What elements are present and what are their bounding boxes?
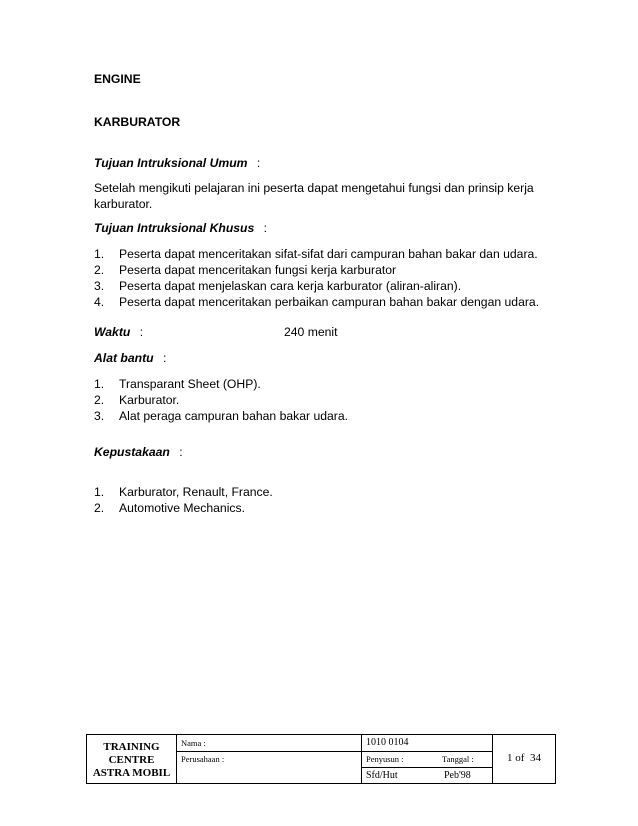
- list-number: 2.: [94, 501, 105, 515]
- footer-table: [86, 734, 556, 784]
- kepustakaan-list: [94, 484, 273, 516]
- penyusun-value: Sfd/Hut: [366, 770, 398, 781]
- list-item: [94, 294, 539, 310]
- list-text: Karburator, Renault, France.: [119, 485, 273, 499]
- list-text: Transparant Sheet (OHP).: [119, 377, 261, 391]
- list-item: [94, 408, 348, 424]
- list-text: Peserta dapat menceritakan sifat-sifat dari campuran bahan bakar dan udara.: [119, 247, 538, 261]
- tik-heading: [94, 220, 267, 236]
- list-number: 1.: [94, 377, 105, 391]
- perusahaan-label: Perusahaan :: [181, 754, 225, 764]
- alat-bantu-list: [94, 376, 348, 424]
- kepustakaan-heading: [94, 444, 183, 460]
- list-number: 3.: [94, 279, 105, 293]
- list-number: 4.: [94, 295, 105, 309]
- tiu-label: Tujuan Intruksional Umum: [94, 156, 248, 170]
- tanggal-label: Tanggal :: [442, 754, 474, 764]
- footer-divider: [361, 767, 492, 768]
- waktu-value: 240 menit: [284, 325, 338, 339]
- list-item: [94, 376, 348, 392]
- org-line1: TRAINING: [103, 741, 160, 753]
- list-item: [94, 484, 273, 500]
- kepustakaan-label: Kepustakaan: [94, 445, 170, 459]
- list-item: [94, 500, 273, 516]
- list-item: [94, 278, 539, 294]
- tiu-text-line2: karburator.: [94, 197, 153, 211]
- penyusun-label: Penyusun :: [366, 754, 404, 764]
- tiu-colon: :: [256, 156, 261, 170]
- list-number: 1.: [94, 247, 105, 261]
- alat-bantu-label: Alat bantu: [94, 351, 154, 365]
- list-text: Automotive Mechanics.: [119, 501, 245, 515]
- list-item: [94, 262, 539, 278]
- page-number: 1 of 34: [507, 752, 541, 764]
- nama-label: Nama :: [181, 738, 206, 748]
- org-line3: ASTRA MOBIL: [92, 767, 171, 779]
- list-number: 2.: [94, 263, 105, 277]
- footer-divider: [176, 751, 492, 752]
- org-block: [87, 741, 176, 780]
- list-item: [94, 392, 348, 408]
- waktu-label: Waktu: [94, 325, 131, 339]
- footer-divider: [361, 735, 362, 783]
- footer-divider: [176, 735, 177, 783]
- org-line2: CENTRE: [108, 754, 155, 766]
- alat-bantu-heading: [94, 350, 166, 366]
- tik-colon: :: [263, 221, 268, 235]
- list-number: 1.: [94, 485, 105, 499]
- list-text: Peserta dapat menceritakan fungsi kerja karburator: [119, 263, 397, 277]
- doc-code: 1010 0104: [366, 737, 409, 748]
- kepustakaan-colon: :: [179, 445, 183, 459]
- heading-engine: ENGINE: [94, 72, 141, 86]
- alat-bantu-colon: :: [162, 351, 167, 365]
- heading-karburator: KARBURATOR: [94, 115, 181, 129]
- list-text: Peserta dapat menceritakan perbaikan campuran bahan bakar dengan udara.: [119, 295, 540, 309]
- tiu-heading: [94, 155, 260, 171]
- list-text: Peserta dapat menjelaskan cara kerja karburator (aliran-aliran).: [119, 279, 462, 293]
- list-text: Alat peraga campuran bahan bakar udara.: [119, 409, 349, 423]
- list-item: [94, 246, 539, 262]
- list-number: 3.: [94, 409, 105, 423]
- list-text: Karburator.: [119, 393, 180, 407]
- tanggal-value: Peb'98: [444, 770, 471, 781]
- list-number: 2.: [94, 393, 105, 407]
- tik-label: Tujuan Intruksional Khusus: [94, 221, 255, 235]
- waktu-colon: :: [139, 325, 144, 339]
- tik-list: [94, 246, 539, 310]
- tiu-text-line1: Setelah mengikuti pelajaran ini peserta dapat mengetahui fungsi dan prinsip kerja: [94, 181, 534, 195]
- waktu-heading: [94, 324, 143, 340]
